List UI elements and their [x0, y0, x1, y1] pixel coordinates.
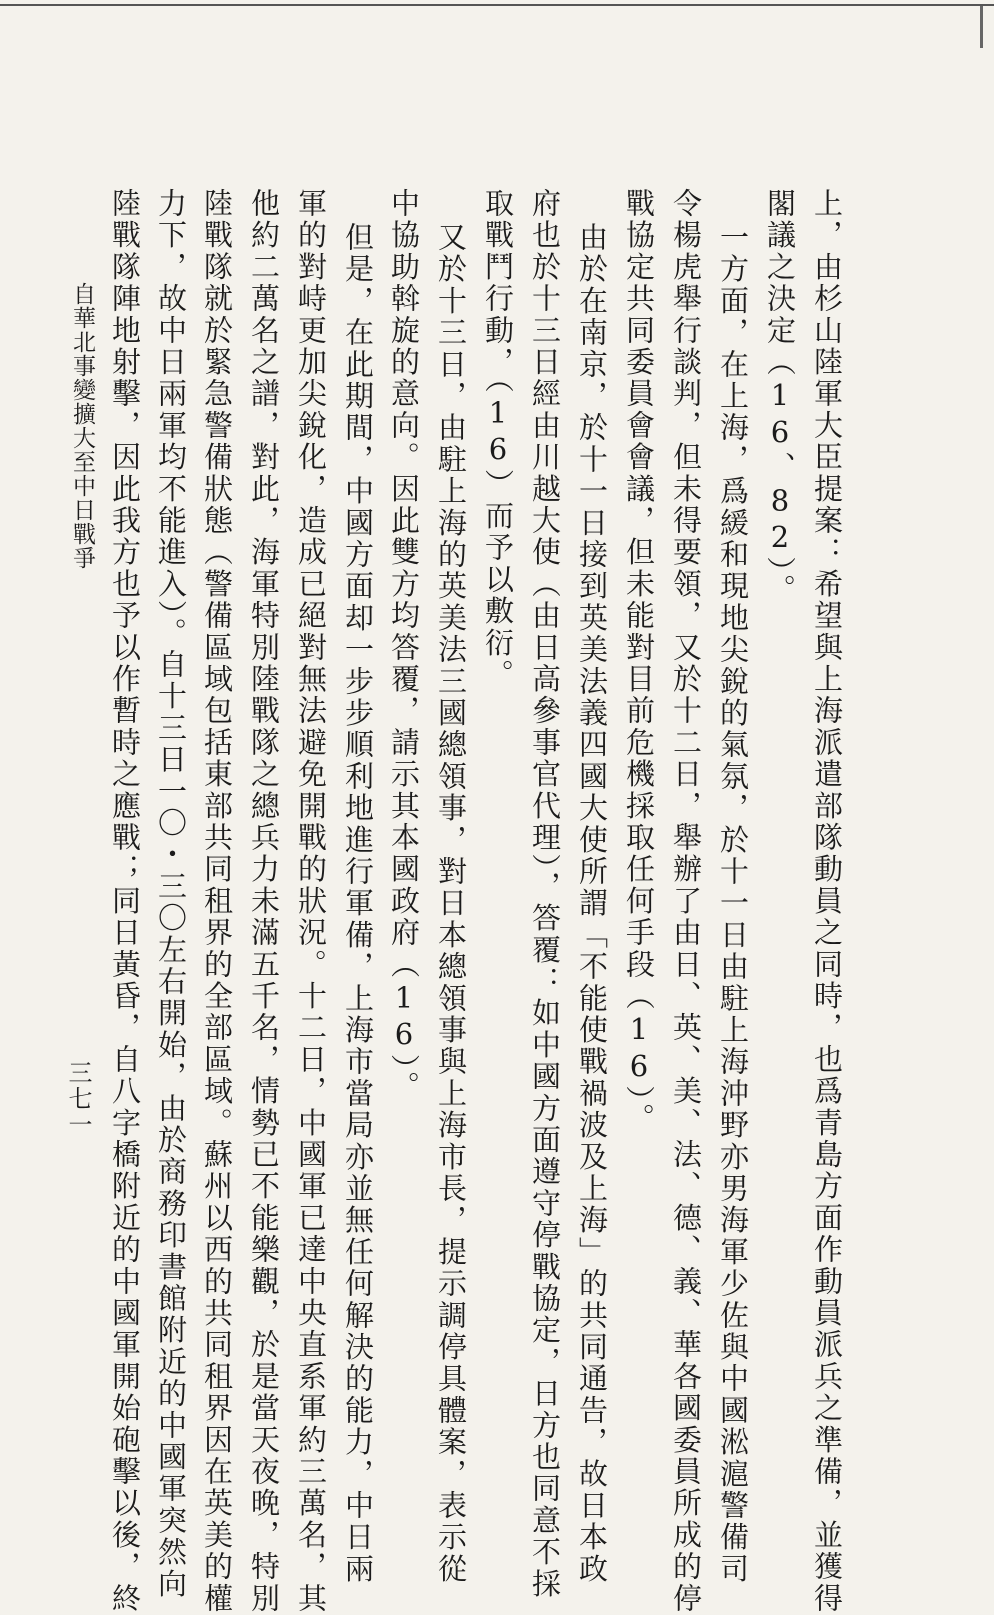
text-line-15: 力下，故中日兩軍均不能進入）。自十三日一〇・三〇左右開始，由於商務印書館附近的中國軍突然向 [154, 188, 188, 1600]
text-line-14: 陸戰隊就於緊急警備狀態（警備區域包括東部共同租界的全部區域。蘇州以西的共同租界因在英美的權 [200, 188, 234, 1615]
page-number: 三七一 [64, 1060, 92, 1138]
text-line-6: 由於在南京，於十一日接到英美法義四國大使所謂「不能使戰禍波及上海」的共同通告，故日本政 [575, 222, 609, 1586]
text-line-1: 上，由杉山陸軍大臣提案：希望與上海派遣部隊動員之同時，也爲青島方面作動員派兵之準備，並獲得 [810, 188, 844, 1615]
text-line-3: 一方面，在上海，爲緩和現地尖銳的氣氛，於十一日由駐上海沖野亦男海軍少佐與中國淞滬警備司 [716, 222, 750, 1586]
text-line-8: 取戰鬥行動，（16）而予以敷衍。 [481, 188, 515, 691]
text-line-9: 又於十三日，由駐上海的英美法三國總領事，對日本總領事與上海市長，提示調停具體案，表示從 [434, 222, 468, 1586]
text-line-11: 但是，在此期間，中國方面却一步步順利地進行軍備，上海市當局亦並無任何解決的能力，中日兩 [341, 222, 375, 1586]
text-line-10: 中協助斡旋的意向。因此雙方均答覆，請示其本國政府（16）。 [387, 188, 421, 1103]
corner-mark [980, 6, 983, 48]
text-line-5: 戰協定共同委員會會議，但未能對目前危機採取任何手段（16）。 [622, 188, 656, 1135]
text-line-13: 他約二萬名之譜，對此，海軍特別陸戰隊之總兵力未滿五千名，情勢已不能樂觀，於是當天夜晚，特別 [247, 188, 281, 1615]
top-rule [0, 4, 994, 6]
text-line-12: 軍的對峙更加尖銳化，造成已絕對無法避免開戰的狀況。十二日，中國軍已達中央直系軍約三萬名，其 [294, 188, 328, 1615]
text-line-16: 陸戰隊陣地射擊，因此我方也予以作暫時之應戰；同日黃昏，自八字橋附近的中國軍開始砲擊以後，終 [108, 188, 142, 1615]
text-line-4: 令楊虎舉行談判，但未得要領，又於十二日，舉辦了由日、英、美、法、德、義、華各國委員所成的停 [669, 188, 703, 1615]
running-head: 自華北事變擴大至中日戰爭 [69, 282, 95, 570]
text-line-2: 閣議之決定（16、82）。 [763, 188, 797, 606]
text-line-7: 府也於十三日經由川越大使（由日高參事官代理），答覆：如中國方面遵守停戰協定，日方也同意不採 [528, 188, 562, 1600]
